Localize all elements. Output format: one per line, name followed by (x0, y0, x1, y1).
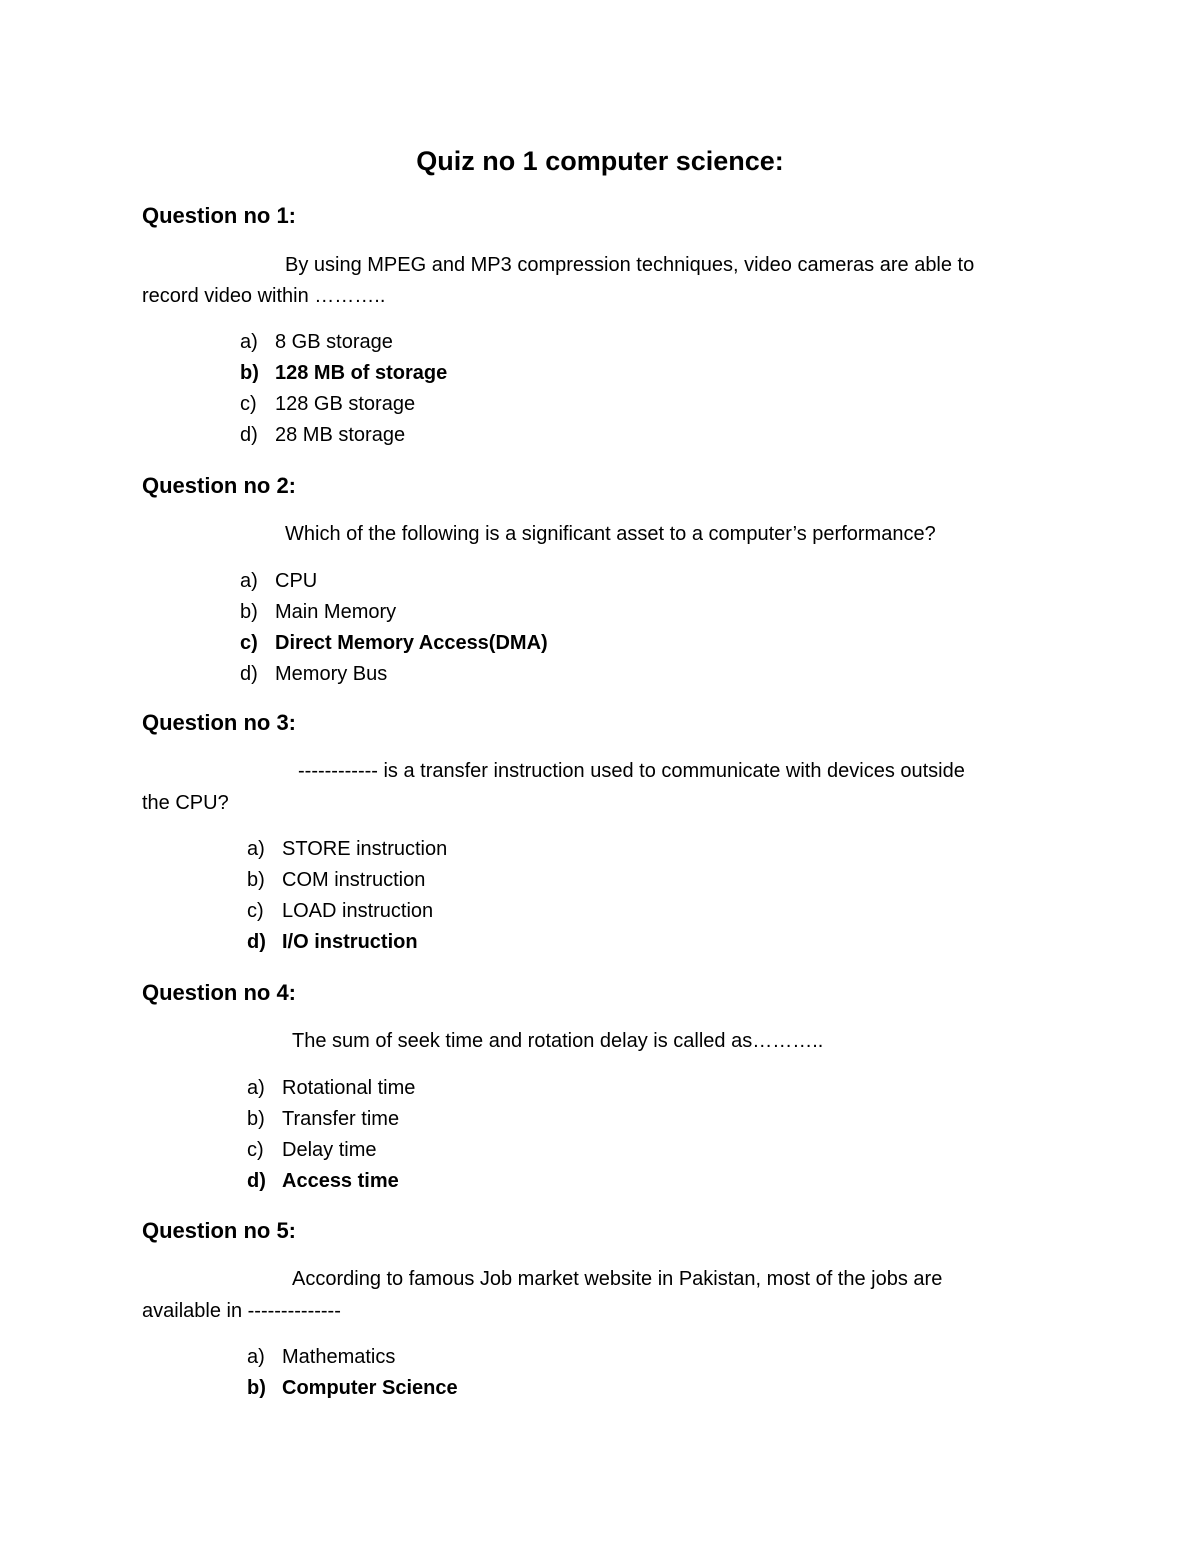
option-letter: c) (247, 900, 264, 922)
question-3-text-line-2: the CPU? (142, 792, 229, 814)
question-4-heading: Question no 4: (142, 980, 296, 1005)
option-text: Computer Science (282, 1377, 458, 1399)
question-5-text-line-1: According to famous Job market website in Pakistan, most of the jobs are (292, 1268, 943, 1290)
question-1-text-line-2: record video within ……….. (142, 285, 386, 307)
option-text: 128 MB of storage (275, 362, 448, 384)
option-letter: b) (247, 869, 265, 891)
option-letter: d) (240, 424, 258, 446)
option-letter: a) (240, 570, 258, 592)
question-3-text-line-1: ------------ is a transfer instruction used to communicate with devices outside (298, 760, 965, 782)
question-5-option-b (247, 1373, 458, 1403)
question-5-option-a (247, 1342, 395, 1372)
option-text: 8 GB storage (275, 331, 393, 353)
option-letter: d) (240, 663, 258, 685)
question-4-option-b (247, 1104, 399, 1134)
question-2-option-b (240, 597, 396, 627)
option-letter: d) (247, 1170, 266, 1192)
option-text: Mathematics (282, 1346, 396, 1368)
option-text: COM instruction (282, 869, 426, 891)
question-2-option-c (240, 628, 548, 658)
option-letter: a) (247, 1077, 265, 1099)
option-text: Access time (282, 1170, 399, 1192)
question-1-option-b (240, 358, 447, 388)
question-2-option-a (240, 566, 317, 596)
option-letter: b) (247, 1377, 266, 1399)
option-letter: a) (240, 331, 258, 353)
question-3-option-d (247, 927, 418, 957)
option-text: Main Memory (275, 601, 397, 623)
question-4-option-d (247, 1166, 399, 1196)
question-2-option-d (240, 659, 387, 689)
option-letter: d) (247, 931, 266, 953)
option-letter: a) (247, 838, 265, 860)
question-1-option-d (240, 420, 405, 450)
option-letter: c) (247, 1139, 264, 1161)
option-text: Rotational time (282, 1077, 416, 1099)
question-1-option-a (240, 327, 393, 357)
question-1-heading: Question no 1: (142, 203, 296, 228)
question-5-heading: Question no 5: (142, 1218, 296, 1243)
question-4-option-c (247, 1135, 376, 1165)
question-3-heading: Question no 3: (142, 710, 296, 735)
option-text: I/O instruction (282, 931, 418, 953)
option-letter: b) (240, 601, 258, 623)
option-text: LOAD instruction (282, 900, 434, 922)
option-text: Delay time (282, 1139, 377, 1161)
page-title: Quiz no 1 computer science: (416, 146, 784, 176)
question-2-heading: Question no 2: (142, 473, 296, 498)
option-text: STORE instruction (282, 838, 448, 860)
option-letter: a) (247, 1346, 265, 1368)
option-text: 128 GB storage (275, 393, 416, 415)
option-text: CPU (275, 570, 318, 592)
question-1-option-c (240, 389, 415, 419)
question-2-text-line-1: Which of the following is a significant asset to a computer’s performance? (285, 523, 936, 545)
option-text: Transfer time (282, 1108, 400, 1130)
option-letter: b) (240, 362, 259, 384)
question-4-text-line-1: The sum of seek time and rotation delay is called as……….. (292, 1030, 824, 1052)
question-5-text-line-2: available in -------------- (142, 1300, 341, 1322)
option-text: Direct Memory Access(DMA) (275, 632, 548, 654)
question-3-option-b (247, 865, 425, 895)
option-text: Memory Bus (275, 663, 388, 685)
question-1-text-line-1: By using MPEG and MP3 compression techniques, video cameras are able to (285, 254, 975, 276)
question-3-option-a (247, 834, 447, 864)
question-3-option-c (247, 896, 433, 926)
option-letter: b) (247, 1108, 265, 1130)
option-letter: c) (240, 632, 258, 654)
option-text: 28 MB storage (275, 424, 406, 446)
question-4-option-a (247, 1073, 415, 1103)
option-letter: c) (240, 393, 257, 415)
